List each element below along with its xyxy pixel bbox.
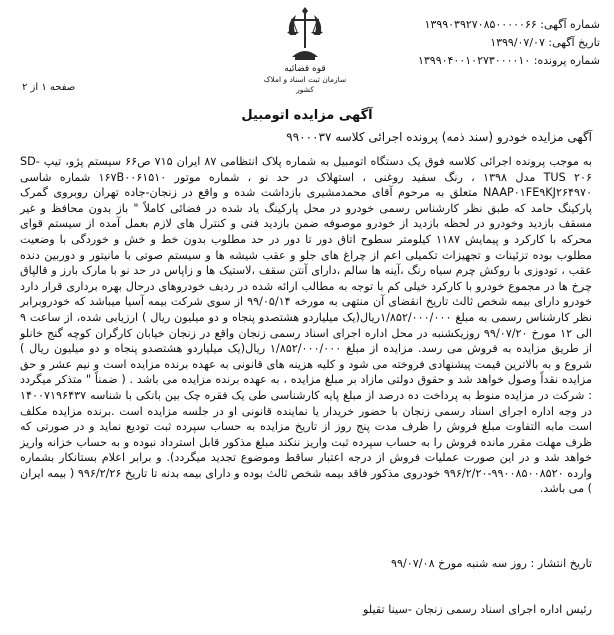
org-line-1: قوه قضائیه xyxy=(284,64,326,74)
org-line-2: سازمان ثبت اسناد و املاک کشور xyxy=(263,75,347,94)
file-number: شماره پرونده: ۱۳۹۹۰۴۰۰۱۰۲۷۳۰۰۰۰۱۰ xyxy=(417,54,600,67)
ad-metadata xyxy=(380,16,600,70)
publish-date: تاریخ انتشار : روز سه شنبه مورخ ۹۹/۰۷/۰۸ xyxy=(390,557,592,570)
document-subtitle: آگهی مزایده خودرو (سند ذمه) پرونده اجرائی کلاسه ۹۹۰۰۰۳۷ xyxy=(286,130,592,144)
announcement-body xyxy=(20,154,592,497)
ad-date: تاریخ آگهی: ۱۳۹۹/۰۷/۰۷ xyxy=(490,36,600,49)
page-number: صفحه ۱ از ۲ xyxy=(22,82,76,93)
judiciary-emblem xyxy=(262,5,348,93)
body-paragraph: به موجب پرونده اجرائی کلاسه فوق یک دستگاه اتومبیل به شماره پلاک انتظامی ۸۷ ایران ۷۱۵ ص۶۶ سیستم پژو، تیپ SD-TUS ۲۰۶ مدل ۱۳۹۸ ، رنگ سفید روغنی ، استهلاک در حد نو ، شماره موتور ۱۶۷B۰۰۶۱۵۱۰ شماره شاسی NAAP۰۱FE۹KJ۲۶۴۹۷۰ متعلق به مرحوم آقای محمدمشیری بازداشت شده و واقع در زنجان-جاده تهران روبروی گمرک پارکینگ حامد که طبق نظر کارشناس رسمی خودرو در محل پارکینگ یاد شده در فضائی کاملاً " باز بدون محافظ و غیر مسقف بازدید وخودرو در لحظه بازدید از خودرو موصوفه ضمن بازدید فنی و کنترل های لازم بعمل آمده از سیستم قوای محرکه با کارکرد و پیمایش ۱۱۸۷ کیلومتر سطوح اتاق دور تا دور در حد مطلوب بدون خط و خش و خوردگی با وضعیت مطلوب بوده تزئینات و تجهیزات تکمیلی اعم از چراغ های جلو و عقب شیشه ها و سیستم صوتی با مانیتور و دوربین دنده عقب ، تودوزی با روکش چرم سیاه رنگ ،آینه ها سالم ،دارای آنتن سقف ،لاستیک ها و زاپاس در حد نو با مارک بارز و قالپاق چرخ ها در مجموع خودرو با کارکرد خیلی کم با توجه به مطالب ارائه شده در ردیف خودروهای درحال بهره برداری قرار دارد خودرو دارای بیمه شخص ثالث تاریخ انقضای آن منتهی به مورخه ۹۹/۰۵/۱۴ از سوی شرکت بیمه آسیا میباشد که خودروبرابر نظر کارشناس رسمی به مبلغ ۱/۸۵۲/۰۰۰/۰۰۰ریال(یک میلیاردو هشتصدو پنجاه و دو میلیون ریال ) ارزیابی شده، از ساعت ۹ الی ۱۲ مورخ ۹۹/۰۷/۲۰ روزیکشنبه در محل اداره اجرای اسناد رسمی زنجان واقع در زنجان خیابان کارگران کوچه گنج خانلو از طریق مزایده به فروش می رسد. مزایده از مبلغ ۱/۸۵۲/۰۰۰/۰۰۰ ریال(یک میلیاردو هشتصدو پنجاه و دو میلیون ریال ) شروع و به بالاترین قیمت پیشنهادی فروخته می شود و کلیه هزینه های قانونی به عهده برنده مزایده است و نیم عشر و حق مزایده نقداً وصول خواهد شد و حقوق دولتی مازاد بر مبلغ مزایده ، به عهده برنده مزایده می باشد . ( ضمناً " متذکر میگردد : شرکت در مزایده منوط به پرداخت ده درصد از مبلغ پایه کارشناسی طی یک فقره چک بین بانکی با شناسه ۱۴۰۰۷۱۹۶۴۳۷ در وجه اداره اجرای اسناد رسمی زنجان با حضور خریدار یا نماینده قانونی او در جلسه مزایده است .برنده مزایده مکلف است مابه التفاوت مبلغ فروش را ظرف مدت پنج روز از تاریخ مزایده به حساب سپرده ثبت تودیع نماید و در صورتی که ظرف مهلت مقرر مانده فروش را به حساب سپرده ثبت واریز ننکند مبلغ مذکور قابل استرداد نبوده و به حساب خزانه واریز خواهد شد و در این صورت عملیات فروش از درجه اعتبار ساقط وموضوع تجدید میگردد). و برابر اعلام بستانکار بشماره وارده ۹۹۰۰۸۵۰۰۸۵۲۰-۹۹۶/۲/۲۰ خودروی مذکور فاقد بیمه شخص ثالث بوده و دارای بیمه بدنه تا تاریخ ۹۹۶/۲/۲۶ ( بیمه ایران ) می باشد. xyxy=(20,155,593,496)
document-title: آگهی مزایده اتومبیل xyxy=(241,108,373,123)
signature-line: رئیس اداره اجرای اسناد رسمی زنجان -سینا تقیلو xyxy=(363,603,592,616)
scales-of-justice-icon xyxy=(282,5,328,63)
ad-number: شماره آگهی: ۱۳۹۹۰۳۹۲۷۰۸۵۰۰۰۰۰۶۶ xyxy=(424,18,600,31)
